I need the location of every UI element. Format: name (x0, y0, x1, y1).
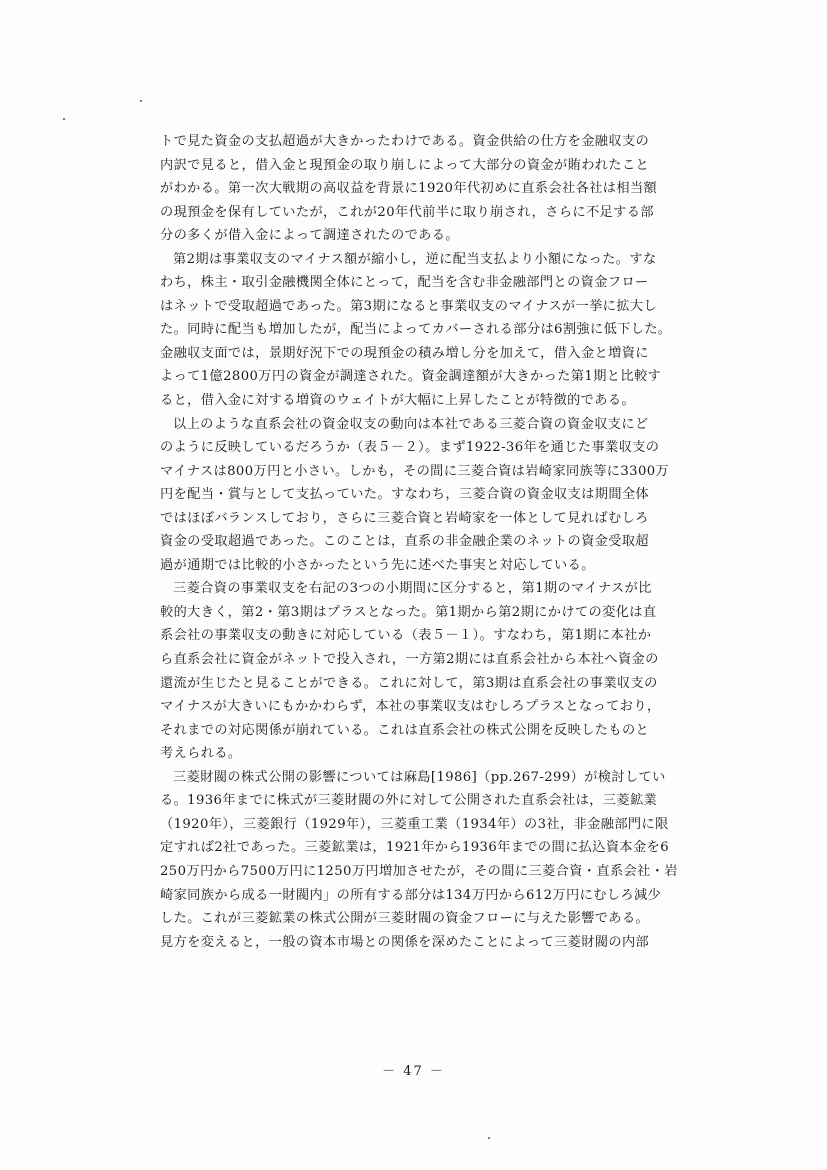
text-line: （1920年），三菱銀行（1929年），三菱重工業（1934年）の3社，非金融部門に限 (160, 816, 669, 832)
text-line: 見方を変えると，一般の資本市場との関係を深めたことによって三菱財閥の内部 (160, 934, 650, 950)
text-line: 三菱財閥の株式公開の影響については麻島[1986]（pp.267-299）が検討してい (173, 769, 666, 785)
scan-speck (488, 1137, 490, 1139)
text-line: る。1936年までに株式が三菱財閥の外に対して公開された直系会社は，三菱鉱業 (160, 793, 658, 809)
text-line: した。これが三菱鉱業の株式公開が三菱財閥の資金フローに与えた影響である。 (160, 911, 650, 927)
text-line: 較的大きく，第2・第3期はプラスとなった。第1期から第2期にかけての変化は直 (160, 604, 657, 620)
text-line: ら直系会社に資金がネットで投入され，一方第2期には直系会社から本社へ資金の (160, 652, 659, 668)
text-line: 円を配当・賞与として支払っていた。すなわち，三菱合資の資金収支は期間全体 (160, 487, 650, 503)
text-line: 分の多くが借入金によって調達されたのである。 (160, 228, 459, 244)
text-line: のように反映しているだろうか（表５－２）。まず1922-36年を通じた事業収支の (160, 440, 660, 456)
text-line: 内訳で見ると，借入金と現預金の取り崩しによって大部分の資金が賄われたこと (160, 157, 650, 173)
text-line: わち，株主・取引金融機関全体にとって，配当を含む非金融部門との資金フロー (160, 275, 649, 291)
text-line: 定すれば2社であった。三菱鉱業は，1921年から1936年までの間に払込資本金を6 (160, 840, 669, 856)
text-line: 考えられる。 (160, 746, 242, 762)
text-line: た。同時に配当も増加したが，配当によってカバーされる部分は6割強に低下した。 (160, 322, 672, 338)
text-line: それまでの対応関係が崩れている。これは直系会社の株式公開を反映したものと (160, 722, 650, 738)
body-text (160, 130, 720, 954)
text-line: 第2期は事業収支のマイナス額が縮小し，逆に配当支払より小額になった。すな (173, 251, 657, 267)
text-line: 250万円から7500万円に1250万円増加させたが，その間に三菱合資・直系会社・岩 (160, 863, 678, 879)
page-number: － 47 － (382, 1064, 445, 1079)
text-line: 崎家同族から成る一財閥内」の所有する部分は134万円から612万円にむしろ減少 (160, 887, 662, 903)
text-line: 還流が生じたと見ることができる。これに対して，第3期は直系会社の事業収支の (160, 675, 658, 691)
text-line: がわかる。第一次大戦期の高収益を背景に1920年代初めに直系会社各社は相当額 (160, 181, 658, 197)
text-line: 系会社の事業収支の動きに対応している（表５－１）。すなわち，第1期に本社か (160, 628, 652, 644)
text-line: はネットで受取超過であった。第3期になると事業収支のマイナスが一挙に拡大し (160, 298, 658, 314)
text-line: 過が通期では比較的小さかったという先に述べた事実と対応している。 (160, 557, 595, 573)
scan-speck (140, 100, 142, 102)
text-line: ると，借入金に対する増資のウェイトが大幅に上昇したことが特徴的である。 (160, 393, 636, 409)
text-line: 金融収支面では，景期好況下での現預金の積み増し分を加えて，借入金と増資に (160, 345, 649, 361)
text-line: 以上のような直系会社の資金収支の動向は本社である三菱合資の資金収支にど (173, 416, 649, 432)
text-line: マイナスが大きいにもかかわらず，本社の事業収支はむしろプラスとなっており， (160, 699, 661, 715)
text-line: トで見た資金の支払超過が大きかったわけである。資金供給の仕方を金融収支の (160, 134, 650, 149)
text-line: マイナスは800万円と小さい。しかも，その間に三菱合資は岩崎家同族等に3300万 (160, 463, 670, 479)
text-line: 三菱合資の事業収支を右記の3つの小期間に区分すると，第1期のマイナスが比 (173, 581, 652, 597)
scan-speck (63, 118, 65, 120)
text-line: の現預金を保有していたが，これが20年代前半に取り崩され，さらに不足する部 (160, 204, 654, 220)
text-line: よって1億2800万円の資金が調達された。資金調達額が大きかった第1期と比較す (160, 369, 662, 385)
text-line: 資金の受取超過であった。このことは，直系の非金融企業のネットの資金受取超 (160, 534, 650, 550)
text-line: ではほぼバランスしており，さらに三菱合資と岩崎家を一体として見ればむしろ (160, 510, 649, 526)
